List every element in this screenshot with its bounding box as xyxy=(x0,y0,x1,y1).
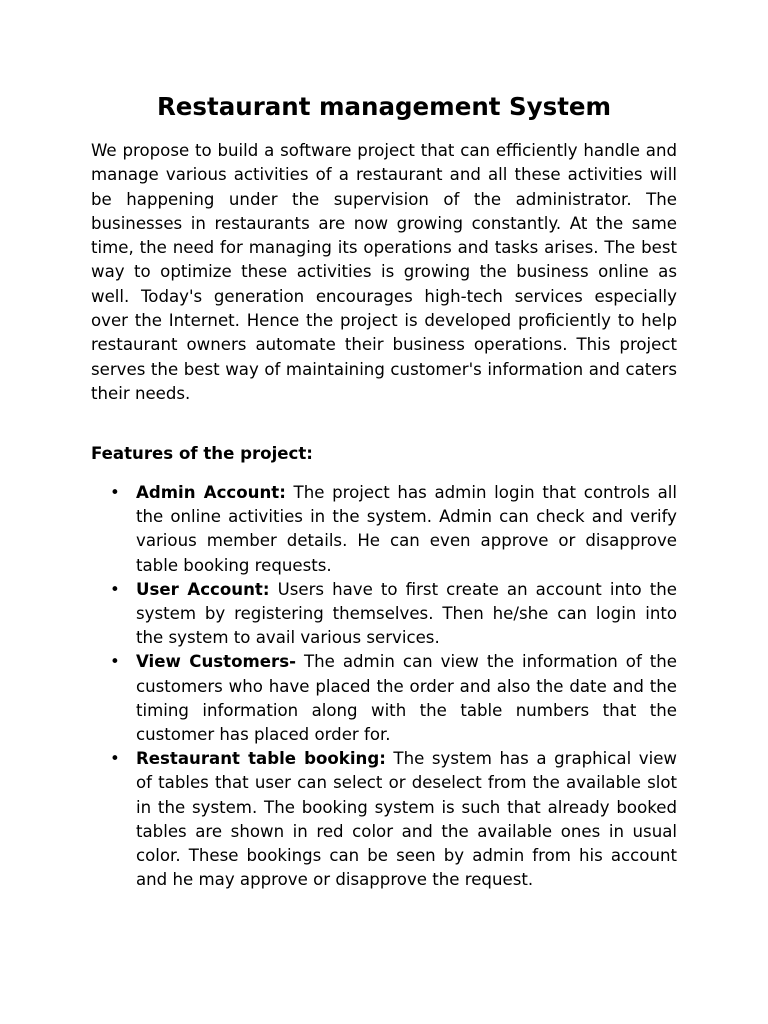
bullet-icon: • xyxy=(110,749,120,769)
feature-item-restaurant-table-booking xyxy=(91,747,677,892)
bullet-icon: • xyxy=(110,579,120,599)
intro-paragraph: We propose to build a software project that can efficiently handle and manage various activities of a restaurant and all these activities will be happening under the supervision of the administrator. The businesses in restaurants are now growing constantly. At the same time, the need for managing its operations and tasks arises. The best way to optimize these activities is growing the business online as well. Today's generation encourages high-tech services especially over the Internet. Hence the project is developed proficiently to help restaurant owners automate their business operations. This project serves the best way of maintaining customer's information and caters their needs. xyxy=(91,141,677,403)
bullet-icon: • xyxy=(110,483,120,502)
feature-description: The system has a graphical view of tables that user can select or deselect from the available slot in the system. The booking system is such that already booked tables are shown in red color and the available ones in usual color. These bookings can be seen by admin from his account and he may approve or disapprove the request. xyxy=(136,749,677,890)
feature-description: Users have to first create an account into the system by registering themselves. Then he/she can login into the system to avail various services. xyxy=(136,579,677,648)
feature-item-user-account xyxy=(91,578,677,651)
document-title: Restaurant management System xyxy=(156,92,612,121)
features-heading: Features of the project: xyxy=(91,444,313,463)
feature-name: View Customers- xyxy=(136,652,297,672)
feature-description: The project has admin login that controls all the online activities in the system. Admin can check and verify various member details. He can even approve or disapprove table booking requests. xyxy=(136,483,677,575)
bullet-icon: • xyxy=(110,652,120,672)
feature-description: The admin can view the information of the customers who have placed the order and also the date and the timing information along with the table numbers that the customer has placed order for. xyxy=(136,652,677,745)
feature-list xyxy=(91,481,677,892)
feature-name: User Account: xyxy=(136,579,270,599)
feature-item-admin-account xyxy=(91,481,677,578)
feature-item-view-customers xyxy=(91,650,677,747)
feature-name: Restaurant table booking: xyxy=(136,749,386,769)
feature-name: Admin Account: xyxy=(136,483,286,502)
